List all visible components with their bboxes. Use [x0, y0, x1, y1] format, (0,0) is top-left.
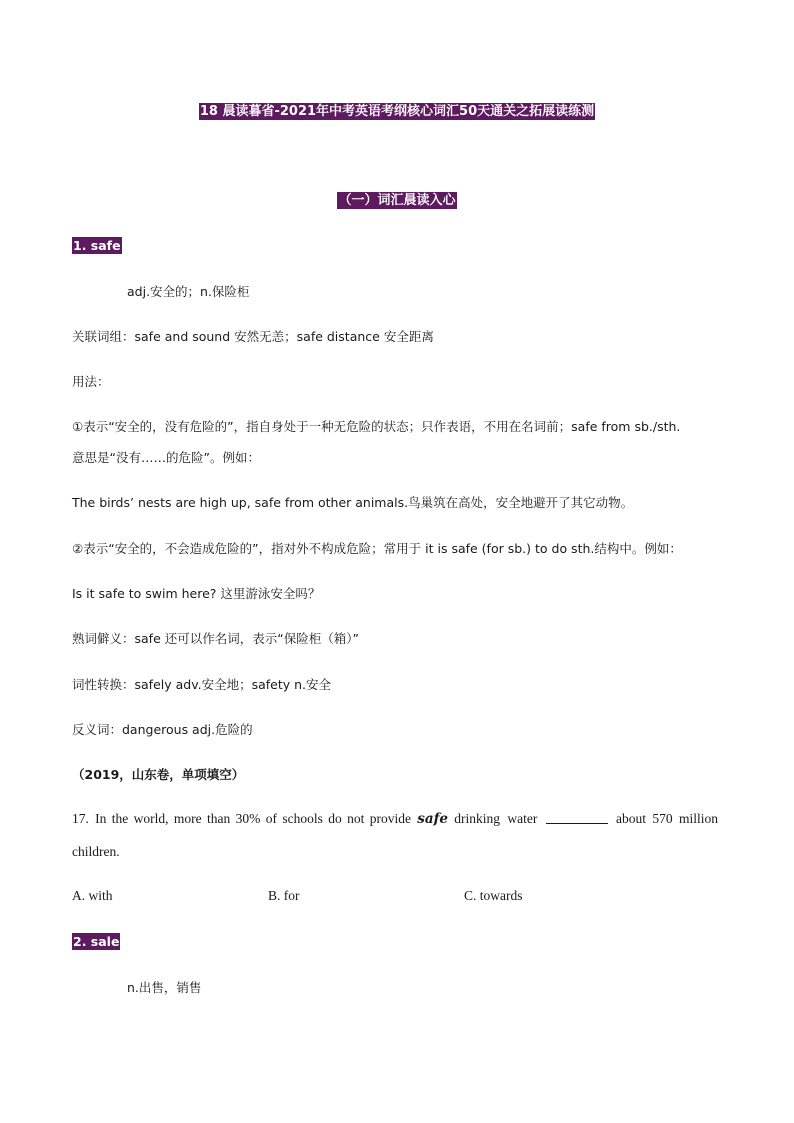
word1-phrases: 关联词组：safe and sound 安然无恙；safe distance 安全距离 [72, 329, 434, 344]
section-heading-text: （一）词汇晨读入心 [338, 193, 456, 208]
question-part1: In the world, more than 30% of schools do not provide [95, 811, 411, 826]
part-of-speech-conversion: 词性转换：safely adv.安全地；safety n.安全 [72, 677, 332, 692]
word2-definition: n.出售，销售 [127, 980, 202, 995]
question-number: 17. [72, 811, 89, 826]
word2-heading [72, 934, 120, 950]
usage-label: 用法： [72, 374, 110, 389]
answer-blank[interactable] [546, 811, 608, 824]
question-keyword: safe [417, 811, 449, 827]
exercise-source: （2019，山东卷，单项填空） [72, 767, 245, 782]
example1: The birds’ nests are high up, safe from other animals.鸟巢筑在高处，安全地避开了其它动物。 [72, 495, 634, 510]
word1-definition: adj.安全的；n.保险柜 [127, 284, 250, 299]
document-title [0, 104, 794, 120]
word1-heading-text: 1. safe [73, 238, 121, 253]
word2-heading-text: 2. sale [73, 934, 120, 949]
option-a[interactable]: A. with [72, 888, 113, 903]
question-line1 [72, 811, 718, 827]
word1-heading [72, 238, 122, 254]
question-line2: children. [72, 844, 120, 859]
example2: Is it safe to swim here? 这里游泳安全吗？ [72, 586, 321, 601]
usage2: ②表示“安全的，不会造成危险的”，指对外不构成危险；常用于 it is safe (for sb.) to do sth.结构中。例如： [72, 541, 682, 556]
antonym: 反义词：dangerous adj.危险的 [72, 722, 253, 737]
usage1-line2: 意思是“没有……的危险”。例如： [72, 450, 260, 465]
question-part2: drinking water [454, 811, 538, 826]
familiar-word-meaning: 熟词僻义：safe 还可以作名词，表示“保险柜（箱）” [72, 631, 359, 646]
document-title-text: 18 晨读暮省-2021年中考英语考纲核心词汇50天通关之拓展读练测 [199, 104, 595, 119]
question-part3: about 570 million [615, 811, 718, 826]
option-b[interactable]: B. for [268, 888, 300, 903]
option-c[interactable]: C. towards [464, 888, 523, 903]
section-heading [0, 193, 794, 209]
usage1-line1: ①表示“安全的，没有危险的”，指自身处于一种无危险的状态；只作表语，不用在名词前；safe from sb./sth. [72, 419, 681, 434]
